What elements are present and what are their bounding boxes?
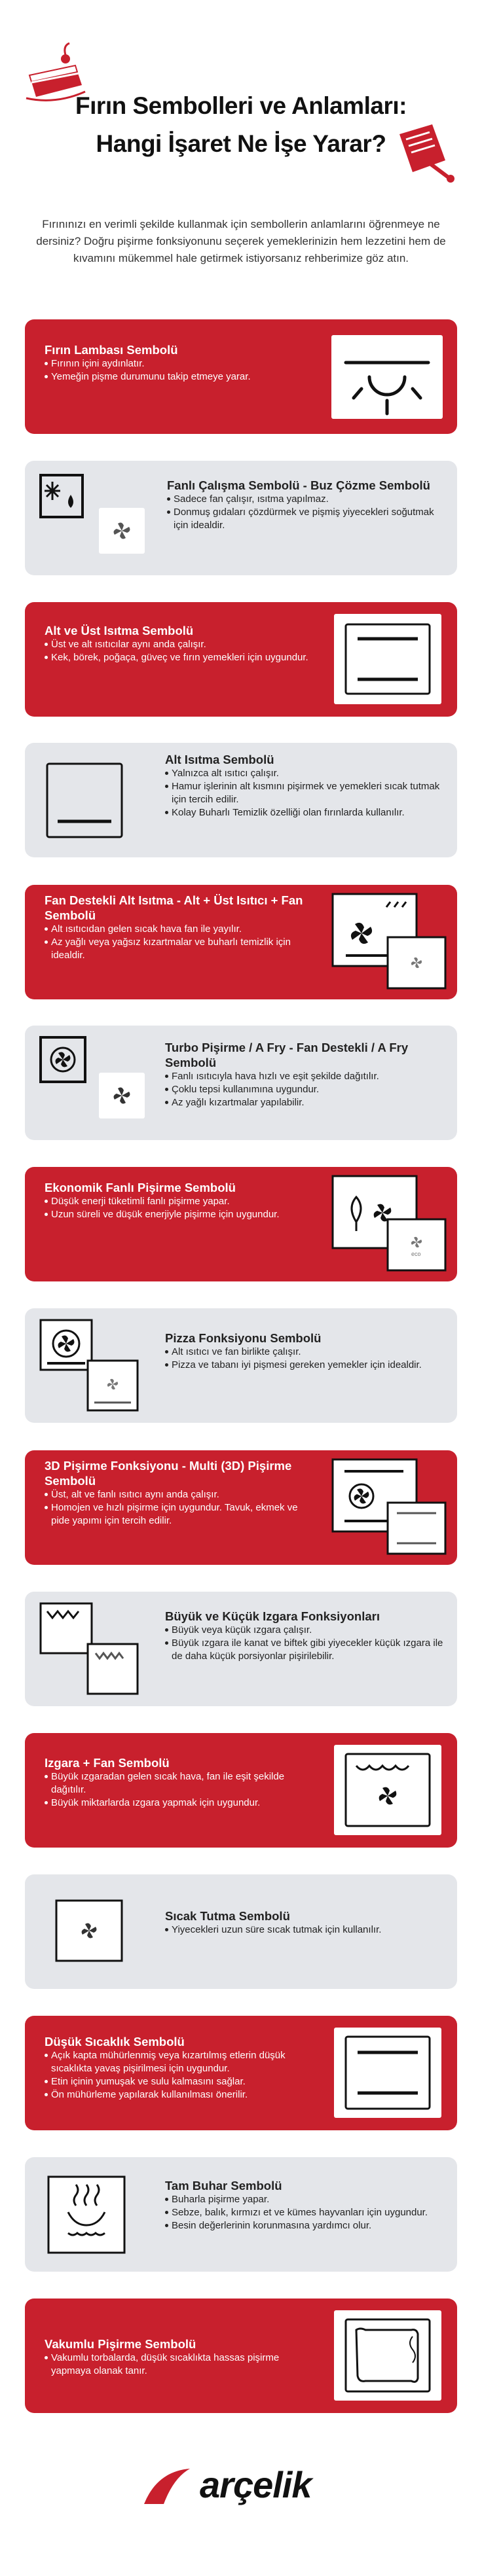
keep-warm-icon <box>50 1898 128 1963</box>
page-subtitle: Hangi İşaret Ne İşe Yarar? <box>96 130 386 157</box>
eco-label: eco <box>411 1251 421 1257</box>
intro-text: Fırınınızı en verimli şekilde kullanmak için sembollerin anlamlarını öğrenmeye ne dersiniz? Doğru pişirme fonksiyonunu seçerek yemeklerinizin hem lezzetini hem de kıvamını mükemmel hale getirmek istiyorsanız rehberimize göz atın. <box>36 218 446 264</box>
fan-bottom-heat-icon <box>331 893 448 991</box>
brand-logo: arçelik <box>200 2464 312 2505</box>
card-steam: Tam Buhar Sembolü Buharla pişirme yapar. Sebze, balık, kırmızı et ve kümes hayvanları için uygundur. Besin değerlerinin korunmasına yardımcı olur. <box>25 2157 457 2272</box>
card-defrost: Fanlı Çalışma Sembolü - Buz Çözme Sembolü Sadece fan çalışır, ısıtma yapılmaz. Donmuş gıdaları çözdürmek ve pişmiş yiyecekleri soğutmak için idealdir. <box>25 461 457 575</box>
card-title: Fırın Lambası Sembolü <box>45 343 178 357</box>
card-pizza: Pizza Fonksiyonu Sembolü Alt ısıtıcı ve fan birlikte çalışır. Pizza ve tabanı iyi pişmesi gereken yemekler için idealdir. <box>25 1308 457 1423</box>
3d-cooking-icon <box>331 1458 448 1556</box>
card-fan-bottom-heat: Fan Destekli Alt Isıtma - Alt + Üst Isıtıcı + Fan Sembolü Alt ısıtıcıdan gelen sıcak hava fan ile yayılır. Az yağlı veya yağsız kızartmalar ve buharlı temizlik için idealdir. <box>25 885 457 999</box>
sous-vide-icon <box>334 2310 441 2401</box>
card-turbo: Turbo Pişirme / A Fry - Fan Destekli / A Fry Sembolü Fanlı ısıtıcıyla hava hızlı ve eşit şekilde dağıtılır. Çoklu tepsi kullanımına uygundur. Az yağlı kızartmalar yapılabilir. <box>25 1026 457 1140</box>
grill-fan-icon <box>334 1745 441 1835</box>
card-top-bottom-heat: Alt ve Üst Isıtma Sembolü Üst ve alt ısıtıcılar aynı anda çalışır. Kek, börek, poğaça, güveç ve fırın yemekleri için uygundur. <box>25 602 457 717</box>
low-temp-icon <box>334 2028 441 2118</box>
grill-icon <box>38 1601 140 1696</box>
steam-icon <box>42 2170 131 2259</box>
card-low-temp: Düşük Sıcaklık Sembolü Açık kapta mühürlenmiş veya kızartılmış etlerin düşük sıcaklıkta yavaş pişirilmesi için uygundur. Etin içinin yumuşak ve sulu kalmasını sağlar. Ön mühürleme yapılarak kullanılması önerilir. <box>25 2016 457 2130</box>
fan-icon-small <box>99 1073 145 1118</box>
card-eco-fan: Ekonomik Fanlı Pişirme Sembolü Düşük enerji tüketimli fanlı pişirme yapar. Uzun süreli ve düşük enerjiyle pişirme için uygundur. eco <box>25 1167 457 1281</box>
card-lamp: Fırın Lambası Sembolü Fırının içini aydınlatır. Yemeğin pişme durumunu takip etmeye yarar. <box>25 319 457 434</box>
card-3d-cooking: 3D Pişirme Fonksiyonu - Multi (3D) Pişirme Sembolü Üst, alt ve fanlı ısıtıcı aynı anda çalışır. Homojen ve hızlı pişirme için uygundur. Tavuk, ekmek ve pide yapımı için tercih edilir. <box>25 1450 457 1565</box>
pizza-icon <box>38 1317 140 1413</box>
card-grill-fan: Izgara + Fan Sembolü Büyük ızgaradan gelen sıcak hava, fan ile eşit şekilde dağıtılır. Büyük miktarlarda ızgara yapmak için uygundur. <box>25 1733 457 1848</box>
lamp-icon <box>331 335 443 419</box>
card-keep-warm: Sıcak Tutma Sembolü Yiyecekleri uzun süre sıcak tutmak için kullanılır. <box>25 1874 457 1989</box>
page-title: Fırın Sembolleri ve Anlamları: <box>75 92 407 119</box>
arcelik-logo-icon <box>138 2465 196 2511</box>
defrost-icon <box>38 473 85 520</box>
bottom-heat-icon <box>38 755 131 846</box>
top-bottom-heat-icon <box>334 614 441 704</box>
card-grill: Büyük ve Küçük Izgara Fonksiyonları Büyük veya küçük ızgara çalışır. Büyük ızgara ile kanat ve biftek gibi yiyecekler küçük ızgara ile de daha küçük porsiyonlar pişirilebilir. <box>25 1592 457 1706</box>
card-sous-vide: Vakumlu Pişirme Sembolü Vakumlu torbalarda, düşük sıcaklıkta hassas pişirme yapmaya olanak tanır. <box>25 2299 457 2413</box>
turbo-icon <box>38 1035 88 1084</box>
card-bottom-heat: Alt Isıtma Sembolü Yalnızca alt ısıtıcı çalışır. Hamur işlerinin alt kısmını pişirmek ve yemekleri sıcak tutmak için tercih edilir. Kolay Buharlı Temizlik özelliği olan fırınlarda kullanılır. <box>25 743 457 857</box>
fan-icon <box>99 508 145 554</box>
eco-fan-icon <box>331 1175 448 1273</box>
